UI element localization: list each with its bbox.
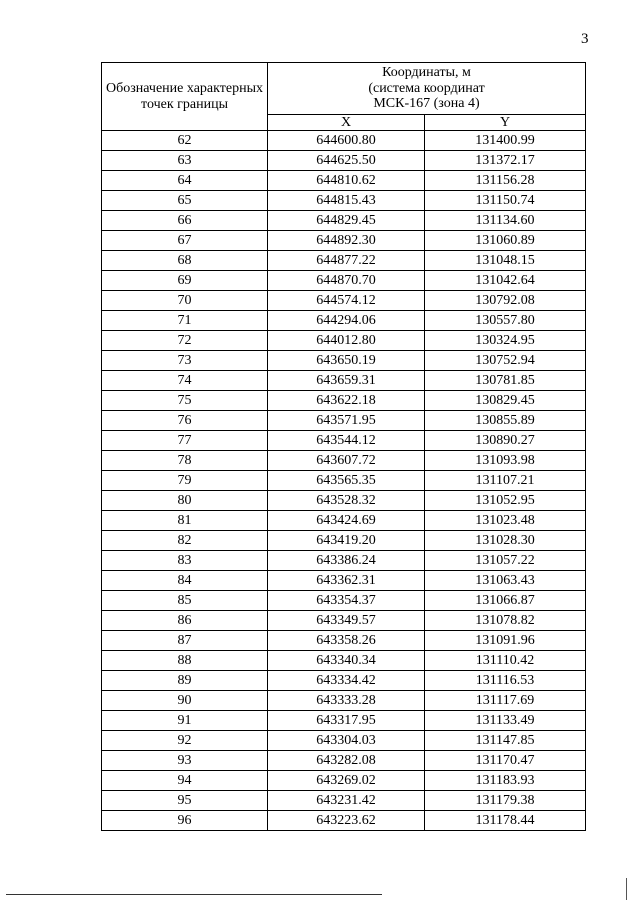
table-row [102, 691, 586, 711]
table-row [102, 231, 586, 251]
table-row [102, 371, 586, 391]
y-coordinate-cell: 130557.80 [425, 311, 586, 331]
table-row [102, 651, 586, 671]
y-coordinate-cell: 130829.45 [425, 391, 586, 411]
point-number-cell: 72 [102, 331, 268, 351]
x-coordinate-cell: 644815.43 [268, 191, 425, 211]
y-coordinate-cell: 131110.42 [425, 651, 586, 671]
footer-rule [6, 894, 382, 895]
y-coordinate-cell: 131060.89 [425, 231, 586, 251]
x-coordinate-cell: 643419.20 [268, 531, 425, 551]
x-coordinate-cell: 644870.70 [268, 271, 425, 291]
x-coordinate-cell: 643304.03 [268, 731, 425, 751]
x-coordinate-cell: 643231.42 [268, 791, 425, 811]
y-coordinate-cell: 130792.08 [425, 291, 586, 311]
table-row [102, 431, 586, 451]
x-coordinate-cell: 643544.12 [268, 431, 425, 451]
y-coordinate-cell: 131042.64 [425, 271, 586, 291]
y-coordinate-cell: 131133.49 [425, 711, 586, 731]
table-row [102, 451, 586, 471]
x-coordinate-cell: 644829.45 [268, 211, 425, 231]
y-coordinate-cell: 131057.22 [425, 551, 586, 571]
point-number-cell: 80 [102, 491, 268, 511]
y-coordinate-cell: 131091.96 [425, 631, 586, 651]
table-row [102, 351, 586, 371]
point-number-cell: 67 [102, 231, 268, 251]
point-number-cell: 66 [102, 211, 268, 231]
table-row [102, 671, 586, 691]
x-coordinate-cell: 643362.31 [268, 571, 425, 591]
y-coordinate-cell: 130890.27 [425, 431, 586, 451]
point-number-cell: 82 [102, 531, 268, 551]
table-row [102, 251, 586, 271]
y-coordinate-cell: 131048.15 [425, 251, 586, 271]
table-row [102, 531, 586, 551]
x-coordinate-cell: 644600.80 [268, 131, 425, 151]
x-coordinate-cell: 643571.95 [268, 411, 425, 431]
table-row [102, 591, 586, 611]
x-coordinate-cell: 643317.95 [268, 711, 425, 731]
y-coordinate-cell: 131156.28 [425, 171, 586, 191]
table-row [102, 311, 586, 331]
point-number-cell: 63 [102, 151, 268, 171]
table-row [102, 551, 586, 571]
y-coordinate-cell: 131147.85 [425, 731, 586, 751]
point-number-cell: 89 [102, 671, 268, 691]
y-coordinate-cell: 131093.98 [425, 451, 586, 471]
x-coordinate-cell: 643565.35 [268, 471, 425, 491]
y-coordinate-cell: 131117.69 [425, 691, 586, 711]
point-number-cell: 65 [102, 191, 268, 211]
table-row [102, 631, 586, 651]
point-number-cell: 73 [102, 351, 268, 371]
coordinates-header-line2: (система координат [368, 80, 485, 96]
x-coordinate-cell: 644294.06 [268, 311, 425, 331]
y-column-header: Y [425, 115, 586, 131]
point-number-cell: 75 [102, 391, 268, 411]
point-number-cell: 77 [102, 431, 268, 451]
point-number-cell: 76 [102, 411, 268, 431]
y-coordinate-cell: 131372.17 [425, 151, 586, 171]
table-row [102, 271, 586, 291]
x-coordinate-cell: 643424.69 [268, 511, 425, 531]
y-coordinate-cell: 131052.95 [425, 491, 586, 511]
x-coordinate-cell: 644810.62 [268, 171, 425, 191]
y-coordinate-cell: 131178.44 [425, 811, 586, 831]
x-coordinate-cell: 644892.30 [268, 231, 425, 251]
table-row [102, 491, 586, 511]
point-number-cell: 86 [102, 611, 268, 631]
table-row [102, 411, 586, 431]
point-number-cell: 96 [102, 811, 268, 831]
x-coordinate-cell: 643650.19 [268, 351, 425, 371]
point-number-cell: 87 [102, 631, 268, 651]
x-coordinate-cell: 643528.32 [268, 491, 425, 511]
x-coordinate-cell: 644574.12 [268, 291, 425, 311]
y-coordinate-cell: 130855.89 [425, 411, 586, 431]
y-coordinate-cell: 131063.43 [425, 571, 586, 591]
x-coordinate-cell: 644877.22 [268, 251, 425, 271]
x-coordinate-cell: 643349.57 [268, 611, 425, 631]
table-row [102, 751, 586, 771]
point-number-cell: 91 [102, 711, 268, 731]
point-number-cell: 85 [102, 591, 268, 611]
y-coordinate-cell: 131183.93 [425, 771, 586, 791]
point-label-header: Обозначение характерных точек границы [102, 63, 268, 131]
y-coordinate-cell: 131170.47 [425, 751, 586, 771]
x-coordinate-cell: 643223.62 [268, 811, 425, 831]
point-number-cell: 93 [102, 751, 268, 771]
coordinates-table [101, 62, 586, 831]
table-row [102, 731, 586, 751]
y-coordinate-cell: 131150.74 [425, 191, 586, 211]
table-row [102, 151, 586, 171]
table-row [102, 711, 586, 731]
point-number-cell: 95 [102, 791, 268, 811]
y-coordinate-cell: 131400.99 [425, 131, 586, 151]
point-number-cell: 84 [102, 571, 268, 591]
table-body [102, 131, 586, 831]
point-number-cell: 88 [102, 651, 268, 671]
point-number-cell: 79 [102, 471, 268, 491]
y-coordinate-cell: 130324.95 [425, 331, 586, 351]
table-row [102, 571, 586, 591]
x-coordinate-cell: 643269.02 [268, 771, 425, 791]
x-coordinate-cell: 644625.50 [268, 151, 425, 171]
y-coordinate-cell: 131028.30 [425, 531, 586, 551]
table-row [102, 131, 586, 151]
table-row [102, 471, 586, 491]
table-row [102, 811, 586, 831]
coordinates-header [268, 63, 586, 115]
x-coordinate-cell: 643282.08 [268, 751, 425, 771]
y-coordinate-cell: 131116.53 [425, 671, 586, 691]
y-coordinate-cell: 131134.60 [425, 211, 586, 231]
point-number-cell: 90 [102, 691, 268, 711]
point-number-cell: 83 [102, 551, 268, 571]
point-number-cell: 70 [102, 291, 268, 311]
table-row [102, 511, 586, 531]
point-number-cell: 78 [102, 451, 268, 471]
table-row [102, 391, 586, 411]
x-coordinate-cell: 643622.18 [268, 391, 425, 411]
x-coordinate-cell: 643333.28 [268, 691, 425, 711]
table-row [102, 611, 586, 631]
x-coordinate-cell: 643340.34 [268, 651, 425, 671]
y-coordinate-cell: 131107.21 [425, 471, 586, 491]
y-coordinate-cell: 131078.82 [425, 611, 586, 631]
x-coordinate-cell: 643354.37 [268, 591, 425, 611]
x-column-header: X [268, 115, 425, 131]
point-number-cell: 69 [102, 271, 268, 291]
table-row [102, 791, 586, 811]
coordinates-header-line1: Координаты, м [382, 65, 471, 81]
y-coordinate-cell: 131066.87 [425, 591, 586, 611]
point-number-cell: 92 [102, 731, 268, 751]
table-row [102, 191, 586, 211]
x-coordinate-cell: 643607.72 [268, 451, 425, 471]
y-coordinate-cell: 130781.85 [425, 371, 586, 391]
table-row [102, 291, 586, 311]
x-coordinate-cell: 643358.26 [268, 631, 425, 651]
x-coordinate-cell: 643659.31 [268, 371, 425, 391]
y-coordinate-cell: 131179.38 [425, 791, 586, 811]
point-number-cell: 71 [102, 311, 268, 331]
x-coordinate-cell: 643386.24 [268, 551, 425, 571]
page-number: 3 [581, 31, 589, 47]
footer-mark [626, 878, 627, 900]
y-coordinate-cell: 131023.48 [425, 511, 586, 531]
x-coordinate-cell: 643334.42 [268, 671, 425, 691]
y-coordinate-cell: 130752.94 [425, 351, 586, 371]
table-row [102, 771, 586, 791]
coordinates-header-line3: МСК-167 (зона 4) [373, 96, 480, 112]
point-number-cell: 74 [102, 371, 268, 391]
point-number-cell: 64 [102, 171, 268, 191]
table-row [102, 171, 586, 191]
point-number-cell: 94 [102, 771, 268, 791]
x-coordinate-cell: 644012.80 [268, 331, 425, 351]
point-number-cell: 81 [102, 511, 268, 531]
table-row [102, 331, 586, 351]
point-number-cell: 62 [102, 131, 268, 151]
table-row [102, 211, 586, 231]
point-number-cell: 68 [102, 251, 268, 271]
